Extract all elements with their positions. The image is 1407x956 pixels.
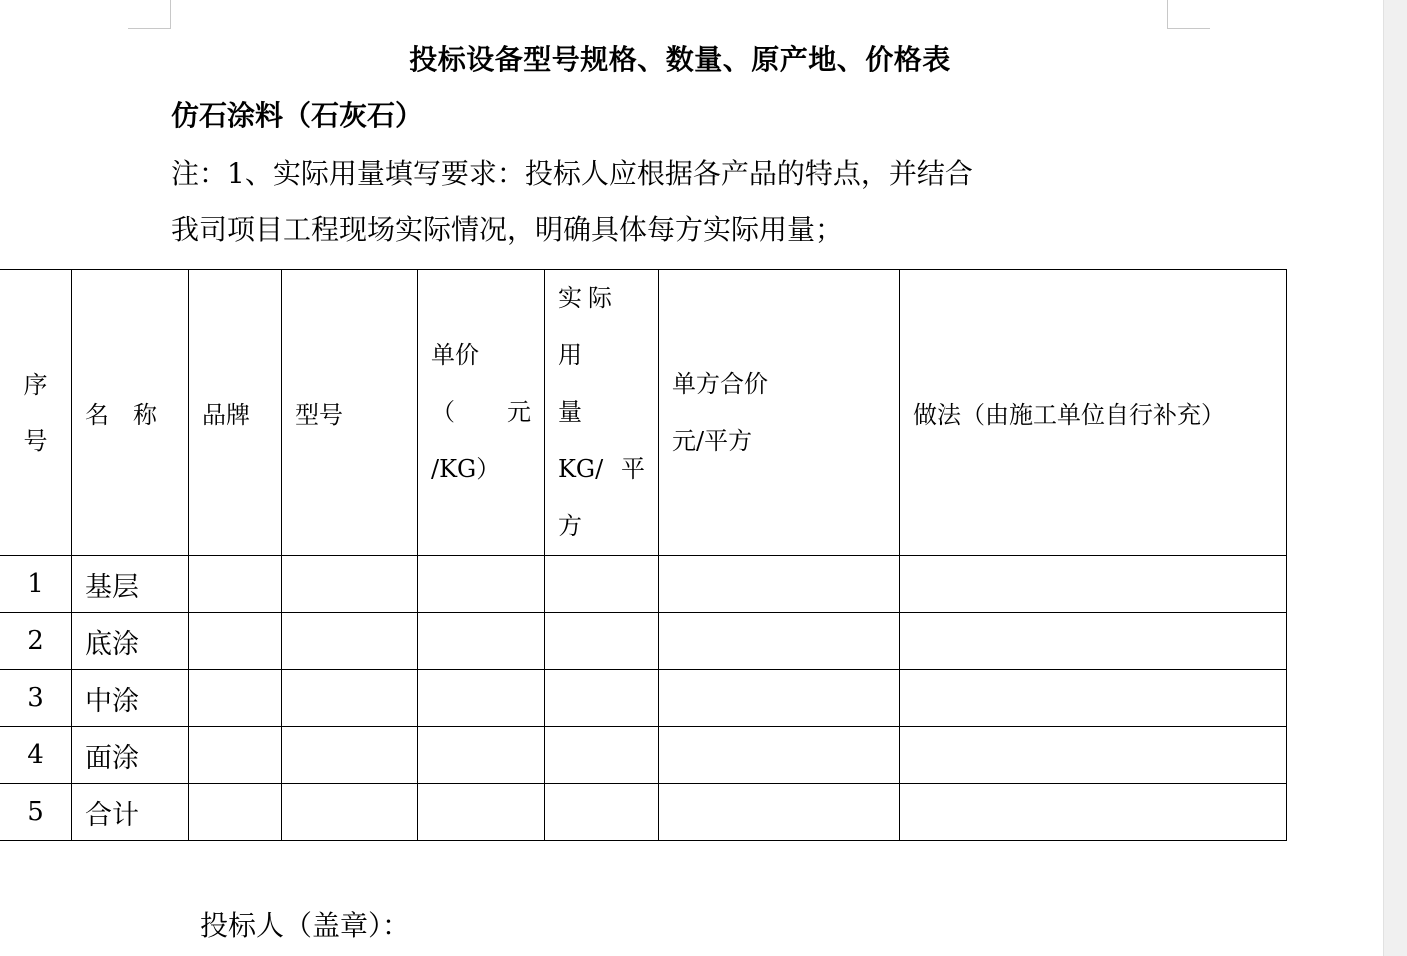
table-row xyxy=(0,670,1287,727)
header-model: 型号 xyxy=(282,270,418,556)
cell-unit-price[interactable] xyxy=(418,556,545,613)
cell-model[interactable] xyxy=(282,613,418,670)
document-subtitle: 仿石涂料（石灰石） xyxy=(171,99,424,132)
cell-unit-total[interactable] xyxy=(659,556,900,613)
header-usage-line4: 方 xyxy=(558,512,582,540)
cell-method[interactable] xyxy=(900,556,1287,613)
margin-corner-top-left xyxy=(128,0,171,29)
header-usage-line3 xyxy=(558,441,645,498)
table-row xyxy=(0,613,1287,670)
cell-actual-usage[interactable] xyxy=(545,556,659,613)
header-usage-line1: 实际用 xyxy=(558,284,618,369)
cell-brand[interactable] xyxy=(189,613,282,670)
cell-actual-usage[interactable] xyxy=(545,727,659,784)
row-number: 4 xyxy=(0,727,72,784)
row-number: 5 xyxy=(0,784,72,841)
header-unit-total-line1: 单方合价 xyxy=(672,369,768,398)
row-number: 2 xyxy=(0,613,72,670)
row-name: 底涂 xyxy=(72,613,189,670)
cell-unit-total[interactable] xyxy=(659,727,900,784)
header-price-line2b: 元 xyxy=(507,398,531,426)
header-price-line3: /KG） xyxy=(431,455,501,483)
cell-brand[interactable] xyxy=(189,670,282,727)
table-row xyxy=(0,556,1287,613)
cell-unit-price[interactable] xyxy=(418,613,545,670)
header-price-line2a: （ xyxy=(431,398,455,426)
header-method: 做法（由施工单位自行补充） xyxy=(900,270,1287,556)
header-seq xyxy=(0,270,72,556)
table-row xyxy=(0,784,1287,841)
price-table xyxy=(0,269,1287,841)
cell-method[interactable] xyxy=(900,613,1287,670)
header-price-line1: 单价 xyxy=(431,341,479,369)
row-name: 面涂 xyxy=(72,727,189,784)
cell-actual-usage[interactable] xyxy=(545,670,659,727)
cell-method[interactable] xyxy=(900,784,1287,841)
margin-corner-top-right xyxy=(1167,0,1210,29)
signer-label: 投标人（盖章）： xyxy=(200,909,411,942)
header-unit-total xyxy=(659,270,900,556)
header-unit-price xyxy=(418,270,545,556)
cell-unit-total[interactable] xyxy=(659,670,900,727)
cell-model[interactable] xyxy=(282,556,418,613)
cell-unit-price[interactable] xyxy=(418,727,545,784)
cell-brand[interactable] xyxy=(189,727,282,784)
vertical-scrollbar[interactable] xyxy=(1383,0,1407,956)
document-title: 投标设备型号规格、数量、原产地、价格表 xyxy=(409,43,951,76)
note-line-2: 我司项目工程现场实际情况，明确具体每方实际用量； xyxy=(171,213,844,246)
cell-unit-total[interactable] xyxy=(659,613,900,670)
header-seq-line1: 序 xyxy=(23,370,48,399)
cell-actual-usage[interactable] xyxy=(545,784,659,841)
header-usage-line3b: 平 xyxy=(621,455,645,483)
header-actual-usage xyxy=(545,270,659,556)
cell-method[interactable] xyxy=(900,670,1287,727)
header-name: 名 称 xyxy=(72,270,189,556)
cell-method[interactable] xyxy=(900,727,1287,784)
cell-unit-total[interactable] xyxy=(659,784,900,841)
scrollbar-track xyxy=(1383,0,1384,956)
header-price-line2 xyxy=(431,384,531,441)
table-header-row xyxy=(0,270,1287,556)
table-row xyxy=(0,727,1287,784)
cell-brand[interactable] xyxy=(189,784,282,841)
cell-unit-price[interactable] xyxy=(418,784,545,841)
note-line-1: 注：1、实际用量填写要求：投标人应根据各产品的特点，并结合 xyxy=(171,157,973,190)
header-unit-total-line2: 元/平方 xyxy=(672,426,753,455)
header-brand: 品牌 xyxy=(189,270,282,556)
row-number: 1 xyxy=(0,556,72,613)
row-name: 合计 xyxy=(72,784,189,841)
header-seq-line2: 号 xyxy=(23,426,48,455)
header-usage-line3a: KG/ xyxy=(558,455,604,483)
header-usage-line2: 量 xyxy=(558,398,582,426)
row-number: 3 xyxy=(0,670,72,727)
cell-brand[interactable] xyxy=(189,556,282,613)
cell-actual-usage[interactable] xyxy=(545,613,659,670)
cell-model[interactable] xyxy=(282,727,418,784)
cell-unit-price[interactable] xyxy=(418,670,545,727)
row-name: 中涂 xyxy=(72,670,189,727)
cell-model[interactable] xyxy=(282,670,418,727)
cell-model[interactable] xyxy=(282,784,418,841)
row-name: 基层 xyxy=(72,556,189,613)
